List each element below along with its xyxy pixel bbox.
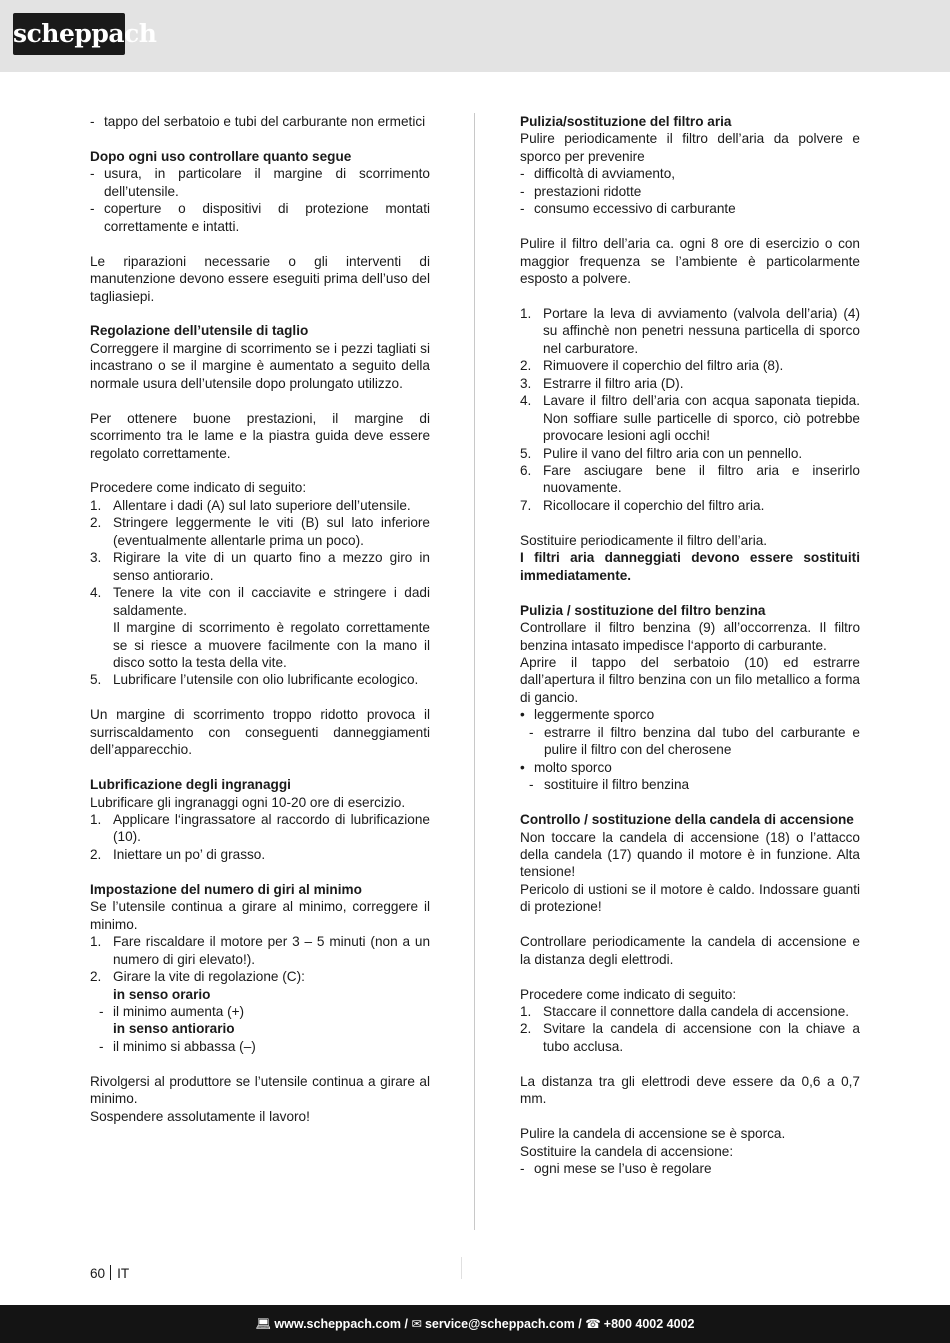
section-heading: Pulizia / sostituzione del filtro benzina — [520, 602, 766, 618]
list-marker: 3. — [90, 550, 102, 566]
spacer — [90, 462, 430, 479]
list-marker: 2. — [90, 969, 102, 985]
paragraph: Controllare il filtro benzina (9) all’occorrenza. Il filtro benzina intasato impedisce l‘apporto di carburante. — [520, 620, 860, 653]
page-number-separator — [110, 1265, 111, 1280]
footer-separator: / — [578, 1317, 582, 1331]
spacer — [520, 514, 860, 531]
list-marker: - — [520, 201, 525, 217]
list-item-text: Allentare i dadi (A) sul lato superiore dell’utensile. — [113, 497, 411, 513]
list-item-text: estrarre il filtro benzina dal tubo del carburante e pulire il filtro con del cherosene — [544, 724, 860, 758]
paragraph: in senso orario — [113, 986, 211, 1002]
column-divider — [474, 113, 475, 1230]
section-heading: Impostazione del numero di giri al minimo — [90, 881, 362, 897]
list-item — [90, 497, 430, 514]
paragraph: Pericolo di ustioni se il motore è caldo. Indossare guanti di protezione! — [520, 881, 860, 915]
list-item — [520, 1003, 860, 1020]
right-text-column — [520, 113, 860, 1178]
list-marker: - — [90, 201, 95, 217]
list-item-text: Stringere leggermente le viti (B) sul lato inferiore (eventualmente allentarle prima un poco). — [113, 515, 430, 548]
list-item-text: Fare riscaldare il motore per 3 – 5 minuti (non a un numero di giri elevato!). — [113, 934, 430, 967]
section-heading: Regolazione dell’utensile di taglio — [90, 323, 309, 339]
list-item-text: Girare la vite di regolazione (C): — [113, 969, 305, 985]
list-item-text: Pulire il vano del filtro aria con un pennello. — [543, 445, 803, 461]
list-marker: - — [520, 1161, 525, 1177]
laptop-icon: 💻︎ — [255, 1317, 272, 1331]
list-item-text: consumo eccessivo di carburante — [534, 201, 736, 217]
list-item — [90, 933, 430, 968]
list-marker: - — [529, 777, 534, 793]
list-item — [90, 165, 430, 200]
list-item — [520, 1020, 860, 1055]
list-item-text: Estrarre il filtro aria (D). — [543, 375, 684, 391]
spacer — [90, 689, 430, 706]
paragraph: Rivolgersi al produttore se l’utensile continua a girare al minimo. — [90, 1073, 430, 1107]
list-item — [520, 706, 860, 723]
list-item-text: prestazioni ridotte — [534, 183, 642, 199]
section-heading: I filtri aria danneggiati devono essere sostituiti immediatamente. — [520, 550, 860, 583]
list-item-text: usura, in particolare il margine di scorrimento dell’utensile. — [104, 166, 430, 199]
website-link[interactable]: www.scheppach.com — [274, 1317, 402, 1331]
page-number-label — [90, 1265, 129, 1282]
list-item-text: difficoltà di avviamento, — [534, 166, 676, 182]
paragraph: Non toccare la candela di accensione (18) o l’attacco della candela (17) quando il motore è in funzione. Alta tensione! — [520, 829, 860, 880]
paragraph: Lubrificare gli ingranaggi ogni 10-20 ore di esercizio. — [90, 794, 406, 810]
list-marker: - — [90, 166, 95, 182]
list-marker: 4. — [90, 585, 102, 601]
paragraph: Sostituire la candela di accensione: — [520, 1143, 734, 1159]
list-item — [520, 357, 860, 374]
paragraph: in senso antiorario — [113, 1021, 235, 1037]
list-marker: 4. — [520, 393, 532, 409]
spacer — [520, 1108, 860, 1125]
list-item-text: sostituire il filtro benzina — [544, 777, 690, 793]
paragraph: Sostituire periodicamente il filtro dell’aria. — [520, 532, 768, 548]
spacer — [90, 1055, 430, 1072]
paragraph: Per ottenere buone prestazioni, il margine di scorrimento tra le lame e la piastra guida deve essere regolato correttamente. — [90, 410, 430, 461]
spacer — [90, 305, 430, 322]
paragraph: La distanza tra gli elettrodi deve essere da 0,6 a 0,7 mm. — [520, 1073, 860, 1107]
list-item — [90, 1038, 430, 1055]
list-marker: 7. — [520, 497, 532, 513]
list-item-text: molto sporco — [534, 759, 612, 775]
paragraph: Il margine di scorrimento è regolato correttamente se si riesce a muovere facilmente con la mano il disco sotto la testa della vite. — [113, 620, 430, 670]
paragraph: Procedere come indicato di seguito: — [90, 480, 307, 496]
paragraph: Un margine di scorrimento troppo ridotto provoca il surriscaldamento con conseguenti danneggiamenti dell’apparecchio. — [90, 707, 430, 758]
list-marker: - — [99, 1003, 104, 1019]
list-item-text: tappo del serbatoio e tubi del carburante non ermetici — [104, 114, 426, 129]
left-text-column — [90, 113, 430, 1125]
list-marker: - — [99, 1038, 104, 1054]
paragraph: Correggere il margine di scorrimento se i pezzi tagliati si incastrano o se il margine è aumentato a seguito della normale usura dell’utensile dopo prolungato utilizzo. — [90, 340, 430, 391]
scheppach-logo: scheppach — [13, 13, 125, 55]
paragraph: Procedere come indicato di seguito: — [520, 986, 737, 1002]
list-item — [520, 497, 860, 514]
list-item — [520, 183, 860, 200]
paragraph: Controllare periodicamente la candela di accensione e la distanza degli elettrodi. — [520, 934, 860, 967]
list-item — [90, 671, 430, 688]
list-marker: 2. — [90, 515, 102, 531]
list-item-text: Lubrificare l’utensile con olio lubrificante ecologico. — [113, 672, 419, 688]
list-item-text: Lavare il filtro dell’aria con acqua saponata tiepida. Non soffiare sulle particelle di sporco, ciò potrebbe provocare lesioni agli occhi! — [543, 393, 860, 444]
list-item-text: Rimuovere il coperchio del filtro aria (8). — [543, 358, 784, 374]
spacer — [90, 863, 430, 880]
spacer — [90, 130, 430, 147]
section-heading: Dopo ogni uso controllare quanto segue — [90, 148, 352, 164]
section-heading: Controllo / sostituzione della candela di accensione — [520, 812, 854, 828]
list-item-text: Portare la leva di avviamento (valvola dell’aria) (4) su affinchè non penetri nessuna particella di sporco nel carburatore. — [543, 305, 860, 356]
list-marker: 6. — [520, 463, 532, 479]
list-item-text: leggermente sporco — [534, 707, 655, 723]
list-marker: • — [520, 759, 525, 775]
section-heading: Lubrificazione degli ingranaggi — [90, 777, 291, 793]
list-marker: - — [529, 724, 534, 740]
list-marker: • — [520, 707, 525, 723]
list-item — [520, 1160, 860, 1177]
list-marker: 3. — [520, 375, 532, 391]
section-heading: Pulizia/sostituzione del filtro aria — [520, 114, 732, 129]
spacer — [520, 1055, 860, 1072]
page-header — [0, 0, 950, 72]
paragraph: Le riparazioni necessarie o gli interventi di manutenzione devono essere eseguiti prima dell’uso del tagliasiepi. — [90, 253, 430, 304]
page-number: 60 — [90, 1266, 106, 1281]
list-item — [520, 759, 860, 776]
list-marker: 2. — [90, 846, 102, 862]
list-item — [90, 200, 430, 235]
list-marker: 1. — [90, 497, 102, 513]
paragraph: Se l’utensile continua a girare al minimo, correggere il minimo. — [90, 899, 430, 932]
list-item — [90, 811, 430, 846]
spacer — [90, 392, 430, 409]
list-item — [520, 445, 860, 462]
spacer — [520, 794, 860, 811]
mail-icon: ✉︎ — [411, 1317, 422, 1331]
phone-number: +800 4002 4002 — [603, 1317, 695, 1331]
list-item — [520, 165, 860, 182]
paragraph: Pulire il filtro dell’aria ca. ogni 8 ore di esercizio o con maggior frequenza se l’ambiente è particolarmente esposto a polvere. — [520, 236, 860, 287]
list-marker: - — [90, 114, 95, 129]
list-item — [520, 305, 860, 357]
list-item-text: il minimo aumenta (+) — [113, 1003, 245, 1019]
list-marker: - — [520, 166, 525, 182]
list-item-text: il minimo si abbassa (–) — [113, 1038, 256, 1054]
spacer — [520, 968, 860, 985]
list-item — [90, 113, 430, 130]
spacer — [520, 916, 860, 933]
list-item — [90, 584, 430, 619]
spacer — [90, 235, 430, 252]
list-item-text: Ricollocare il coperchio del filtro aria. — [543, 497, 765, 513]
list-marker: 1. — [520, 1004, 532, 1019]
list-marker: 1. — [90, 812, 102, 828]
list-marker: 2. — [520, 1021, 532, 1037]
list-item — [520, 375, 860, 392]
list-marker: 5. — [90, 672, 102, 688]
list-item-text: coperture o dispositivi di protezione montati correttamente e intatti. — [104, 201, 430, 234]
list-item — [520, 776, 860, 793]
list-item — [520, 462, 860, 497]
paragraph: Pulire periodicamente il filtro dell’aria da polvere e sporco per prevenire — [520, 131, 860, 164]
language-code: IT — [117, 1266, 130, 1281]
list-item-text: Applicare l‘ingrassatore al raccordo di lubrificazione (10). — [113, 812, 430, 845]
email-link[interactable]: service@scheppach.com — [424, 1317, 575, 1331]
list-item-text: Rigirare la vite di un quarto fino a mezzo giro in senso antiorario. — [113, 550, 430, 583]
paragraph: Pulire la candela di accensione se è sporca. — [520, 1126, 786, 1142]
list-item-text: Fare asciugare bene il filtro aria e inserirlo nuovamente. — [543, 463, 860, 496]
list-item-text: Staccare il connettore dalla candela di accensione. — [543, 1004, 850, 1019]
spacer — [90, 759, 430, 776]
list-marker: - — [520, 183, 525, 199]
list-item — [520, 200, 860, 217]
list-item-text: Iniettare un po’ di grasso. — [113, 846, 266, 862]
list-item — [90, 968, 430, 985]
footer-divider — [461, 1257, 462, 1279]
list-marker: 5. — [520, 445, 532, 461]
paragraph: Sospendere assolutamente il lavoro! — [90, 1108, 310, 1124]
list-item-text: Tenere la vite con il cacciavite e stringere i dadi saldamente. — [113, 585, 430, 618]
spacer — [520, 584, 860, 601]
list-item — [90, 1003, 430, 1020]
list-item-text: ogni mese se l’uso è regolare — [534, 1161, 712, 1177]
footer-separator: / — [404, 1317, 408, 1331]
paragraph: Aprire il tappo del serbatoio (10) ed estrarre dall’apertura il filtro benzina con un filo metallico a forma di gancio. — [520, 654, 860, 705]
contact-footer-bar — [0, 1305, 950, 1343]
list-marker: 1. — [520, 305, 532, 321]
list-marker: 1. — [90, 934, 102, 950]
spacer — [520, 288, 860, 305]
phone-icon: ☎︎ — [585, 1317, 601, 1331]
spacer — [520, 218, 860, 235]
list-item — [90, 846, 430, 863]
list-item — [90, 514, 430, 549]
list-marker: 2. — [520, 358, 532, 374]
list-item — [520, 392, 860, 444]
list-item — [90, 549, 430, 584]
list-item — [520, 724, 860, 759]
list-item-text: Svitare la candela di accensione con la chiave a tubo acclusa. — [543, 1021, 860, 1054]
